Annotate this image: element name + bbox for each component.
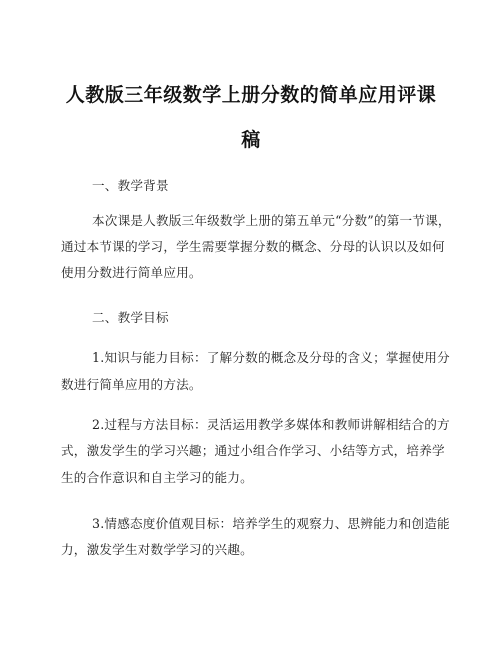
document-title-line1: 人教版三年级数学上册分数的简单应用评课 xyxy=(65,84,437,106)
section-heading-goals: 二、教学目标 xyxy=(92,310,169,325)
paragraph-line: 3.情感态度价值观目标：培养学生的观察力、思辨能力和创造能 xyxy=(92,516,450,531)
paragraph-line: 数进行简单应用的方法。 xyxy=(61,377,202,392)
paragraph-line: 2.过程与方法目标：灵活运用教学多媒体和教师讲解相结合的方 xyxy=(92,417,450,432)
document-title-line2: 稿 xyxy=(241,129,261,151)
paragraph-line: 本次课是人教版三年级数学上册的第五单元“分数”的第一节课， xyxy=(92,213,451,228)
section-heading-background: 一、教学背景 xyxy=(92,178,169,193)
paragraph-line: 1.知识与能力目标：了解分数的概念及分母的含义；掌握使用分 xyxy=(92,350,450,365)
paragraph-line: 生的合作意识和自主学习的能力。 xyxy=(61,470,253,485)
paragraph-line: 力，激发学生对数学学习的兴趣。 xyxy=(61,542,253,557)
paragraph-line: 使用分数进行简单应用。 xyxy=(61,265,202,280)
paragraph-line: 通过本节课的学习，学生需要掌握分数的概念、分母的认识以及如何 xyxy=(61,239,445,254)
paragraph-line: 式，激发学生的学习兴趣；通过小组合作学习、小结等方式，培养学 xyxy=(61,443,445,458)
